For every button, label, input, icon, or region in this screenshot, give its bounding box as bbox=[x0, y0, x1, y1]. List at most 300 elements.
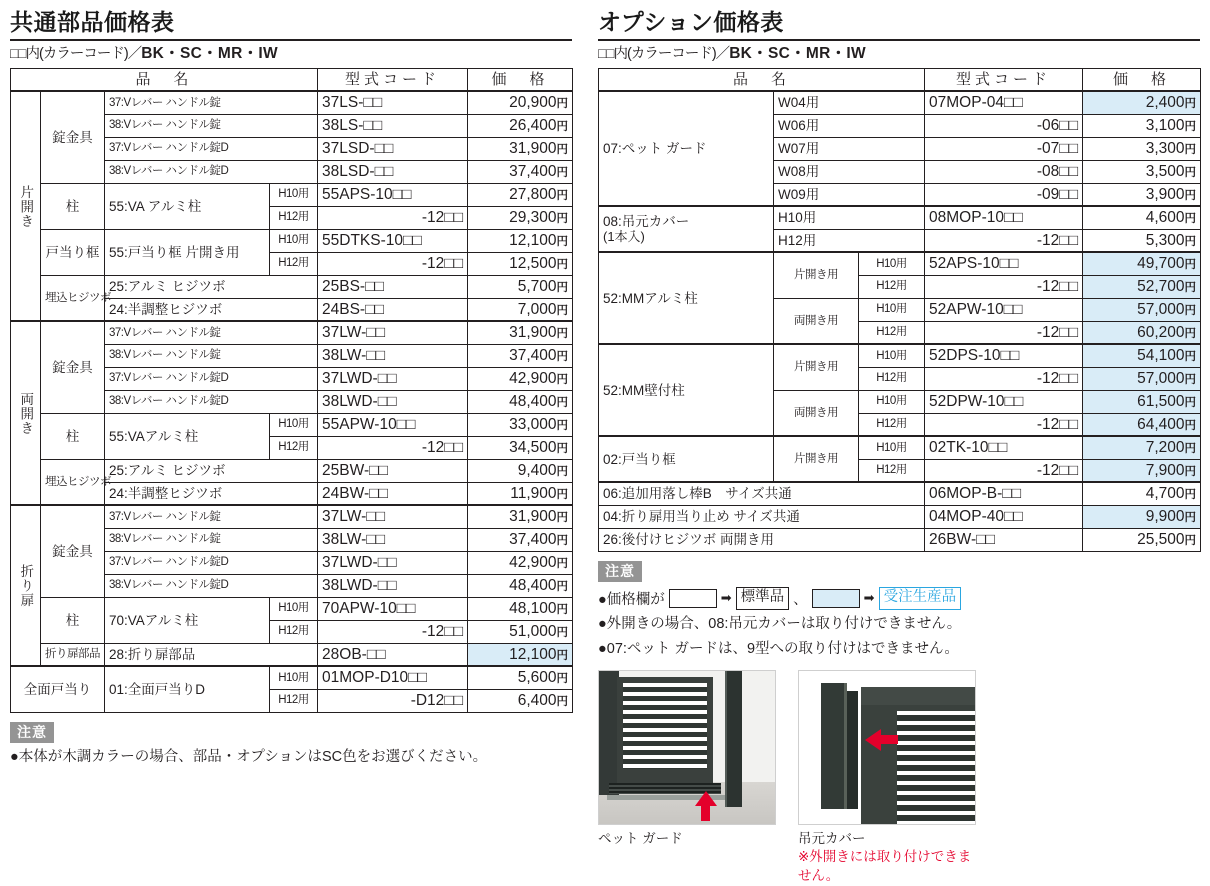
option-category bbox=[599, 206, 774, 252]
option-category-label: 52:MM壁付柱 bbox=[603, 382, 685, 398]
price-value bbox=[1083, 344, 1201, 367]
price-amount: 12,100 bbox=[509, 231, 557, 249]
right-note bbox=[598, 561, 1200, 661]
product-name: 55:VAアルミ柱 bbox=[105, 413, 270, 459]
table-row bbox=[599, 252, 1201, 275]
price-value bbox=[1083, 459, 1201, 482]
size-label: H10用 bbox=[859, 298, 925, 321]
yen-symbol: 円 bbox=[1184, 351, 1197, 364]
price-value bbox=[468, 459, 573, 482]
option-category-sublabel: (1本入) bbox=[603, 228, 645, 244]
price-amount: 3,900 bbox=[1145, 185, 1185, 203]
product-name: 25:アルミ ヒジツボ bbox=[105, 275, 318, 298]
model-code: 55APS-10□□ bbox=[318, 183, 468, 206]
price-amount: 61,500 bbox=[1137, 392, 1185, 410]
yen-symbol: 円 bbox=[1184, 534, 1197, 547]
yen-symbol: 円 bbox=[556, 166, 569, 179]
size-group-label: 両開き用 bbox=[774, 390, 859, 436]
price-amount: 9,400 bbox=[517, 461, 557, 479]
pet-guard-photo bbox=[598, 670, 776, 825]
model-code: -12□□ bbox=[925, 321, 1083, 344]
yen-symbol: 円 bbox=[1184, 281, 1197, 294]
yen-symbol: 円 bbox=[556, 419, 569, 432]
price-amount: 64,400 bbox=[1137, 415, 1185, 433]
option-name: 06:追加用落し棒B サイズ共通 bbox=[599, 482, 925, 505]
price-value bbox=[468, 298, 573, 321]
yen-symbol: 円 bbox=[1184, 373, 1197, 386]
size-label: H10用 bbox=[859, 436, 925, 459]
model-code: 55APW-10□□ bbox=[318, 413, 468, 436]
model-code: 37LS-□□ bbox=[318, 91, 468, 114]
right-section-title: オプション価格表 bbox=[598, 9, 784, 35]
size-group-label: W04用 bbox=[774, 91, 925, 114]
yen-symbol: 円 bbox=[1184, 143, 1197, 156]
opt-col-header-name: 品 名 bbox=[599, 68, 925, 91]
model-code: 52DPS-10□□ bbox=[925, 344, 1083, 367]
option-category-label: 07:ペット ガード bbox=[603, 141, 707, 157]
model-code: 02TK-10□□ bbox=[925, 436, 1083, 459]
price-value bbox=[468, 252, 573, 275]
options-body bbox=[599, 91, 1201, 551]
model-code: -12□□ bbox=[925, 275, 1083, 298]
size-label: H10用 bbox=[270, 666, 318, 689]
table-row bbox=[11, 505, 573, 528]
model-code: 55DTKS-10□□ bbox=[318, 229, 468, 252]
model-code: -D12□□ bbox=[318, 689, 468, 712]
model-code: 24BS-□□ bbox=[318, 298, 468, 321]
product-name: 28:折り扉部品 bbox=[105, 643, 318, 666]
product-name: 25:アルミ ヒジツボ bbox=[105, 459, 318, 482]
photo-item-hinge-cover bbox=[798, 670, 976, 886]
size-label: H12用 bbox=[270, 206, 318, 229]
group-label-cell bbox=[11, 505, 41, 666]
price-amount: 48,400 bbox=[509, 576, 557, 594]
yen-symbol: 円 bbox=[1184, 189, 1197, 202]
model-code: -08□□ bbox=[925, 160, 1083, 183]
price-amount: 7,000 bbox=[517, 300, 557, 318]
table-row bbox=[11, 229, 573, 252]
price-amount: 31,900 bbox=[509, 324, 557, 342]
product-name: 38:Vレバー ハンドル錠D bbox=[105, 390, 318, 413]
model-code: -07□□ bbox=[925, 137, 1083, 160]
hinge-cover-photo bbox=[798, 670, 976, 825]
option-category bbox=[599, 252, 774, 344]
price-amount: 7,200 bbox=[1145, 439, 1185, 457]
price-value bbox=[468, 367, 573, 390]
model-code: 25BS-□□ bbox=[318, 275, 468, 298]
table-row bbox=[11, 459, 573, 482]
product-name: 38:Vレバー ハンドル錠D bbox=[105, 574, 318, 597]
price-value bbox=[468, 206, 573, 229]
yen-symbol: 円 bbox=[1184, 465, 1197, 478]
product-name: 01:全面戸当りD bbox=[105, 666, 270, 712]
price-amount: 60,200 bbox=[1137, 323, 1185, 341]
price-amount: 33,000 bbox=[509, 415, 557, 433]
price-amount: 11,900 bbox=[510, 484, 557, 502]
hinge-cover-warning: ※外開きには取り付けできません。 bbox=[798, 849, 972, 884]
price-amount: 5,700 bbox=[517, 277, 557, 295]
yen-symbol: 円 bbox=[1184, 443, 1197, 456]
yen-symbol: 円 bbox=[556, 534, 569, 547]
size-group-label: 片開き用 bbox=[774, 252, 859, 298]
options-header-row bbox=[599, 68, 1201, 91]
yen-symbol: 円 bbox=[556, 235, 569, 248]
category-label: 柱 bbox=[41, 413, 105, 459]
product-name: 38:Vレバー ハンドル錠 bbox=[105, 528, 318, 551]
size-group-label: W06用 bbox=[774, 114, 925, 137]
left-note bbox=[10, 722, 572, 769]
right-note-line-0: ●外開きの場合、08:吊元カバーは取り付けできません。 bbox=[598, 615, 962, 632]
hinge-cover-caption bbox=[798, 830, 976, 886]
option-category bbox=[599, 436, 774, 482]
model-code: 08MOP-10□□ bbox=[925, 206, 1083, 229]
size-group-label: 両開き用 bbox=[774, 298, 859, 344]
price-value bbox=[468, 183, 573, 206]
model-code: 38LW-□□ bbox=[318, 344, 468, 367]
table-row bbox=[599, 482, 1201, 505]
table-row bbox=[599, 528, 1201, 551]
table-row bbox=[11, 413, 573, 436]
price-value bbox=[1083, 367, 1201, 390]
price-value bbox=[1083, 91, 1201, 114]
category-label: 折り扉部品 bbox=[41, 643, 105, 666]
option-category-label: 08:吊元カバー bbox=[603, 214, 690, 230]
product-name: 37:Vレバー ハンドル錠 bbox=[105, 91, 318, 114]
price-value bbox=[1083, 298, 1201, 321]
yen-symbol: 円 bbox=[556, 189, 569, 202]
price-amount: 52,700 bbox=[1137, 277, 1185, 295]
price-amount: 48,400 bbox=[509, 392, 557, 410]
yen-symbol: 円 bbox=[556, 212, 569, 225]
size-group-label: W08用 bbox=[774, 160, 925, 183]
price-value bbox=[468, 597, 573, 620]
product-name: 37:Vレバー ハンドル錠D bbox=[105, 367, 318, 390]
yen-symbol: 円 bbox=[556, 304, 569, 317]
legend-prefix: ●価格欄が bbox=[598, 591, 665, 608]
model-code: -12□□ bbox=[318, 252, 468, 275]
yen-symbol: 円 bbox=[556, 373, 569, 386]
table-header-row bbox=[11, 68, 573, 91]
yen-symbol: 円 bbox=[1184, 259, 1197, 272]
options-table bbox=[598, 68, 1201, 552]
pet-guard-caption bbox=[598, 830, 776, 849]
price-amount: 25,500 bbox=[1137, 530, 1185, 548]
yen-symbol: 円 bbox=[556, 98, 569, 111]
category-label: 錠金具 bbox=[41, 505, 105, 597]
size-label: H12用 bbox=[859, 367, 925, 390]
price-value bbox=[1083, 321, 1201, 344]
yen-symbol: 円 bbox=[556, 488, 569, 501]
model-code: 37LSD-□□ bbox=[318, 137, 468, 160]
model-code: -12□□ bbox=[318, 206, 468, 229]
group-label: 片開き bbox=[18, 184, 34, 229]
price-amount: 29,300 bbox=[509, 208, 557, 226]
table-row bbox=[11, 666, 573, 689]
yen-symbol: 円 bbox=[1184, 419, 1197, 432]
price-amount: 49,700 bbox=[1137, 255, 1185, 273]
product-name: 70:VAアルミ柱 bbox=[105, 597, 270, 643]
price-value bbox=[468, 666, 573, 689]
price-amount: 31,900 bbox=[509, 508, 557, 526]
model-code: 06MOP-B-□□ bbox=[925, 482, 1083, 505]
size-label: H10用 bbox=[270, 413, 318, 436]
size-label: H10用 bbox=[270, 183, 318, 206]
price-value bbox=[1083, 482, 1201, 505]
product-name: 37:Vレバー ハンドル錠 bbox=[105, 321, 318, 344]
size-group-label: W07用 bbox=[774, 137, 925, 160]
size-label: H12用 bbox=[859, 321, 925, 344]
left-note-badge: 注意 bbox=[10, 722, 54, 743]
product-name: 55:VA アルミ柱 bbox=[105, 183, 270, 229]
price-amount: 2,400 bbox=[1145, 94, 1185, 112]
price-value bbox=[468, 643, 573, 666]
product-name: 38:Vレバー ハンドル錠 bbox=[105, 114, 318, 137]
category-label: 錠金具 bbox=[41, 321, 105, 413]
price-amount: 42,900 bbox=[509, 553, 557, 571]
option-name: 26:後付けヒジツボ 両開き用 bbox=[599, 528, 925, 551]
option-category bbox=[599, 91, 774, 206]
product-name: 24:半調整ヒジツボ bbox=[105, 482, 318, 505]
model-code: -06□□ bbox=[925, 114, 1083, 137]
right-colorcode-codes: BK・SC・MR・IW bbox=[729, 44, 866, 62]
price-value bbox=[468, 390, 573, 413]
yen-symbol: 円 bbox=[556, 557, 569, 570]
price-value bbox=[468, 528, 573, 551]
price-value bbox=[468, 689, 573, 712]
price-value bbox=[1083, 390, 1201, 413]
product-name: 37:Vレバー ハンドル錠 bbox=[105, 505, 318, 528]
pet-guard-arrow-icon bbox=[695, 791, 717, 806]
price-value bbox=[1083, 206, 1201, 229]
yen-symbol: 円 bbox=[1184, 489, 1197, 502]
left-colorcode-prefix: □□内(カラーコード)／ bbox=[10, 45, 142, 62]
price-amount: 37,400 bbox=[509, 162, 557, 180]
price-value bbox=[468, 160, 573, 183]
price-value bbox=[1083, 505, 1201, 528]
price-amount: 3,300 bbox=[1145, 139, 1185, 157]
size-label: H10用 bbox=[859, 252, 925, 275]
col-header-code: 型式コード bbox=[318, 68, 468, 91]
category-label: 柱 bbox=[41, 597, 105, 643]
size-label: H10用 bbox=[270, 229, 318, 252]
option-category bbox=[599, 344, 774, 436]
model-code: 38LSD-□□ bbox=[318, 160, 468, 183]
category-label: 埋込ヒジツボ bbox=[41, 459, 105, 505]
model-code: 28OB-□□ bbox=[318, 643, 468, 666]
common-parts-section bbox=[10, 8, 572, 769]
group-label-cell bbox=[11, 91, 41, 321]
group-label: 全面戸当り bbox=[11, 666, 105, 712]
yen-symbol: 円 bbox=[556, 396, 569, 409]
price-value bbox=[1083, 183, 1201, 206]
size-group-label: 片開き用 bbox=[774, 344, 859, 390]
product-name: 37:Vレバー ハンドル錠D bbox=[105, 137, 318, 160]
yen-symbol: 円 bbox=[556, 626, 569, 639]
legend-arrow-2: ➡ bbox=[863, 590, 875, 606]
product-name: 24:半調整ヒジツボ bbox=[105, 298, 318, 321]
price-amount: 3,100 bbox=[1145, 116, 1185, 134]
common-parts-table bbox=[10, 68, 573, 713]
price-amount: 3,500 bbox=[1145, 162, 1185, 180]
model-code: 37LWD-□□ bbox=[318, 367, 468, 390]
size-label: H12用 bbox=[859, 459, 925, 482]
category-label: 柱 bbox=[41, 183, 105, 229]
price-value bbox=[468, 620, 573, 643]
price-amount: 6,400 bbox=[517, 691, 557, 709]
legend-swatch-standard bbox=[669, 589, 717, 608]
yen-symbol: 円 bbox=[556, 328, 569, 341]
table-row bbox=[11, 597, 573, 620]
table-row bbox=[11, 91, 573, 114]
yen-symbol: 円 bbox=[556, 673, 569, 686]
price-amount: 57,000 bbox=[1137, 369, 1185, 387]
yen-symbol: 円 bbox=[1184, 327, 1197, 340]
price-value bbox=[468, 275, 573, 298]
product-name: 55:戸当り框 片開き用 bbox=[105, 229, 270, 275]
model-code: 52APW-10□□ bbox=[925, 298, 1083, 321]
price-amount: 26,400 bbox=[509, 116, 557, 134]
left-colorcode-codes: BK・SC・MR・IW bbox=[141, 44, 278, 62]
size-label: H12用 bbox=[270, 689, 318, 712]
price-value bbox=[468, 436, 573, 459]
price-amount: 48,100 bbox=[509, 599, 557, 617]
group-label: 折り扉 bbox=[18, 564, 34, 608]
model-code: 26BW-□□ bbox=[925, 528, 1083, 551]
options-section bbox=[598, 8, 1200, 886]
model-code: 37LW-□□ bbox=[318, 321, 468, 344]
model-code: -12□□ bbox=[925, 459, 1083, 482]
yen-symbol: 円 bbox=[1184, 396, 1197, 409]
yen-symbol: 円 bbox=[556, 442, 569, 455]
price-value bbox=[468, 91, 573, 114]
model-code: 38LS-□□ bbox=[318, 114, 468, 137]
price-amount: 12,100 bbox=[509, 645, 557, 663]
model-code: 04MOP-40□□ bbox=[925, 505, 1083, 528]
price-value bbox=[1083, 229, 1201, 252]
opt-col-header-price: 価 格 bbox=[1083, 68, 1201, 91]
left-note-line-0: ●本体が木調カラーの場合、部品・オプションはSC色をお選びください。 bbox=[10, 749, 488, 766]
price-amount: 37,400 bbox=[509, 346, 557, 364]
yen-symbol: 円 bbox=[1184, 235, 1197, 248]
price-value bbox=[468, 114, 573, 137]
model-code: 37LWD-□□ bbox=[318, 551, 468, 574]
left-section-title: 共通部品価格表 bbox=[10, 9, 175, 35]
right-colorcode-note bbox=[598, 41, 1200, 68]
price-amount: 51,000 bbox=[509, 622, 557, 640]
model-code: -12□□ bbox=[925, 367, 1083, 390]
yen-symbol: 円 bbox=[556, 350, 569, 363]
price-value bbox=[468, 137, 573, 160]
yen-symbol: 円 bbox=[556, 512, 569, 525]
price-value bbox=[1083, 528, 1201, 551]
price-value bbox=[1083, 436, 1201, 459]
price-value bbox=[1083, 275, 1201, 298]
pet-guard-caption-text: ペット ガード bbox=[598, 830, 683, 846]
table-row bbox=[11, 275, 573, 298]
yen-symbol: 円 bbox=[556, 143, 569, 156]
price-value bbox=[468, 344, 573, 367]
yen-symbol: 円 bbox=[1184, 98, 1197, 111]
model-code: 07MOP-04□□ bbox=[925, 91, 1083, 114]
table-row bbox=[599, 91, 1201, 114]
model-code: 52DPW-10□□ bbox=[925, 390, 1083, 413]
price-value bbox=[1083, 114, 1201, 137]
model-code: 70APW-10□□ bbox=[318, 597, 468, 620]
col-header-price: 価 格 bbox=[468, 68, 573, 91]
model-code: -12□□ bbox=[925, 229, 1083, 252]
model-code: 52APS-10□□ bbox=[925, 252, 1083, 275]
category-label: 錠金具 bbox=[41, 91, 105, 183]
yen-symbol: 円 bbox=[556, 281, 569, 294]
size-group-label: W09用 bbox=[774, 183, 925, 206]
hinge-cover-arrow-icon bbox=[865, 729, 881, 751]
legend-label-made-to-order: 受注生産品 bbox=[879, 587, 962, 610]
size-group-label: H10用 bbox=[774, 206, 925, 229]
legend-label-standard: 標準品 bbox=[736, 587, 790, 610]
option-category-label: 52:MMアルミ柱 bbox=[603, 290, 698, 306]
option-category-label: 02:戸当り框 bbox=[603, 451, 676, 467]
price-amount: 34,500 bbox=[509, 438, 557, 456]
price-value bbox=[1083, 137, 1201, 160]
price-amount: 9,900 bbox=[1145, 507, 1185, 525]
common-parts-body bbox=[11, 91, 573, 712]
yen-symbol: 円 bbox=[1184, 304, 1197, 317]
model-code: 24BW-□□ bbox=[318, 482, 468, 505]
model-code: 38LWD-□□ bbox=[318, 390, 468, 413]
model-code: 01MOP-D10□□ bbox=[318, 666, 468, 689]
table-row bbox=[11, 643, 573, 666]
model-code: -09□□ bbox=[925, 183, 1083, 206]
yen-symbol: 円 bbox=[1184, 213, 1197, 226]
model-code: 38LWD-□□ bbox=[318, 574, 468, 597]
size-label: H12用 bbox=[859, 275, 925, 298]
yen-symbol: 円 bbox=[556, 603, 569, 616]
price-amount: 57,000 bbox=[1137, 300, 1185, 318]
price-value bbox=[468, 229, 573, 252]
group-label: 両開き bbox=[18, 391, 34, 436]
price-amount: 27,800 bbox=[509, 185, 557, 203]
model-code: -12□□ bbox=[318, 620, 468, 643]
product-name: 38:Vレバー ハンドル錠D bbox=[105, 160, 318, 183]
yen-symbol: 円 bbox=[556, 258, 569, 271]
model-code: 25BW-□□ bbox=[318, 459, 468, 482]
size-label: H12用 bbox=[270, 620, 318, 643]
right-note-line-1: ●07:ペット ガードは、9型への取り付けはできません。 bbox=[598, 641, 959, 658]
price-amount: 20,900 bbox=[509, 94, 557, 112]
price-value bbox=[468, 482, 573, 505]
table-row bbox=[599, 344, 1201, 367]
right-note-badge: 注意 bbox=[598, 561, 642, 582]
legend-arrow-1: ➡ bbox=[720, 590, 732, 606]
legend-swatch-made-to-order bbox=[812, 589, 860, 608]
price-value bbox=[1083, 160, 1201, 183]
opt-col-header-code: 型式コード bbox=[925, 68, 1083, 91]
size-label: H10用 bbox=[859, 390, 925, 413]
col-header-name: 品 名 bbox=[11, 68, 318, 91]
price-value bbox=[468, 551, 573, 574]
hinge-cover-caption-text: 吊元カバー bbox=[798, 830, 866, 846]
size-group-label: 片開き用 bbox=[774, 436, 859, 482]
category-label: 埋込ヒジツボ bbox=[41, 275, 105, 321]
yen-symbol: 円 bbox=[1184, 511, 1197, 524]
price-value bbox=[468, 321, 573, 344]
table-row bbox=[599, 505, 1201, 528]
price-amount: 4,600 bbox=[1145, 209, 1185, 227]
size-group-label: H12用 bbox=[774, 229, 925, 252]
left-colorcode-note bbox=[10, 41, 572, 68]
legend-separator: 、 bbox=[793, 591, 808, 608]
right-colorcode-prefix: □□内(カラーコード)／ bbox=[598, 45, 730, 62]
